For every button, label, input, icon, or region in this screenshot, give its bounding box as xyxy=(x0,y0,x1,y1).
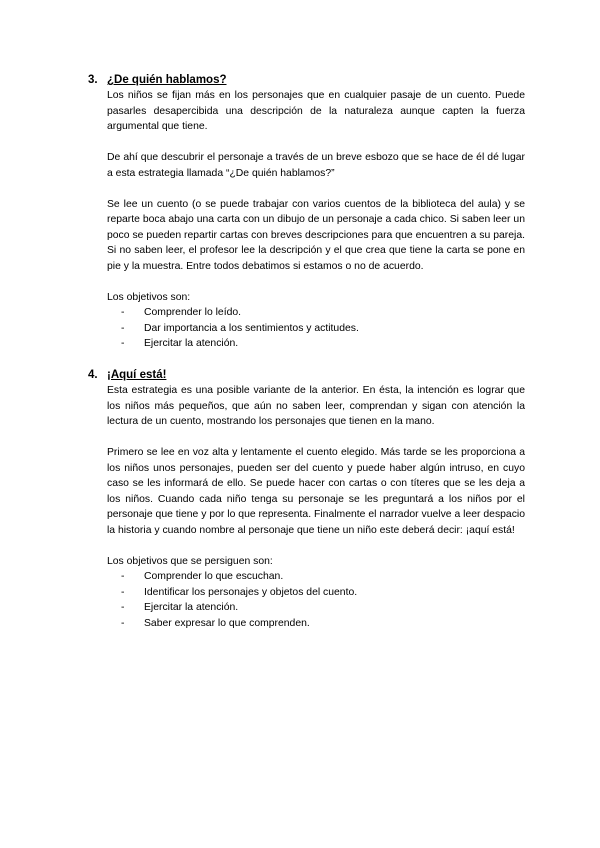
section-title: ¿De quién hablamos? xyxy=(107,74,227,86)
list-marker: - xyxy=(121,307,125,318)
section-aqui-esta xyxy=(88,368,528,631)
section-heading xyxy=(88,73,528,88)
objectives-list xyxy=(107,305,525,352)
list-intro: Los objetivos que se persiguen son: xyxy=(107,555,273,567)
paragraph: De ahí que descubrir el personaje a través de un breve esbozo que se hace de él dé lugar a esta estrategia llamada “¿De quién hablamos?” xyxy=(107,152,525,179)
list-item-text: Ejercitar la atención. xyxy=(144,602,239,613)
list-marker: - xyxy=(121,586,125,598)
section-de-quien-hablamos xyxy=(88,73,528,352)
list-item-text: Saber expresar lo que comprenden. xyxy=(144,617,310,629)
list-item xyxy=(107,616,525,632)
list-item-text: Comprender lo leído. xyxy=(144,307,242,318)
list-marker: - xyxy=(121,571,125,582)
list-item xyxy=(107,321,525,337)
list-item-text: Identificar los personajes y objetos del cuento. xyxy=(144,586,358,598)
list-marker: - xyxy=(121,602,125,613)
list-item-text: Dar importancia a los sentimientos y actitudes. xyxy=(144,322,359,334)
paragraph: Esta estrategia es una posible variante de la anterior. En ésta, la intención es lograr que los niños más pequeños, que aún no saben leer, comprendan y sigan con atención la lectura de un cuento, mostrando los personajes que tienen en la mano. xyxy=(107,385,525,427)
list-item xyxy=(107,585,525,601)
list-marker: - xyxy=(121,338,125,349)
section-title: ¡Aquí está! xyxy=(107,369,167,381)
list-item-text: Comprender lo que escuchan. xyxy=(144,571,284,582)
section-body xyxy=(107,383,525,631)
paragraph: Primero se lee en voz alta y lentamente el cuento elegido. Más tarde se les proporciona a los niños unos personajes, pueden ser del cuento y puede haber algún intruso, en cuyo caso se les informará de ello. Se puede hacer con cartas o con títeres que se les deja a los niños. Cuando cada niño tenga su personaje se les preguntará a los niños por el personaje que tiene y por lo que representa. Finalmente el narrador vuelve a leer despacio la historia y cuando nombre al personaje que tiene un niño este deberá decir: ¡aquí está! xyxy=(107,447,525,536)
objectives-list xyxy=(107,569,525,631)
list-item xyxy=(107,336,525,352)
list-item xyxy=(107,305,525,321)
list-marker: - xyxy=(121,322,125,334)
list-marker: - xyxy=(121,617,125,629)
list-intro: Los objetivos son: xyxy=(107,291,191,303)
paragraph: Se lee un cuento (o se puede trabajar con varios cuentos de la biblioteca del aula) y se reparte boca abajo una carta con un dibujo de un personaje a cada chico. Si saben leer un poco se pueden repartir cartas con breves descripciones para que encuentren a su pareja. Si no saben leer, el profesor lee la descripción y el que crea que tiene la carta se pone en pie y la muestra. Entre todos debatimos si estamos o no de acuerdo. xyxy=(107,198,525,272)
section-number: 3. xyxy=(88,74,98,86)
paragraph: Los niños se fijan más en los personajes que en cualquier pasaje de un cuento. Puede pasarles desapercibida una descripción de la naturaleza aunque capten la fuerza argumental que tiene. xyxy=(107,90,525,132)
section-number: 4. xyxy=(88,369,98,381)
list-item xyxy=(107,600,525,616)
list-item-text: Ejercitar la atención. xyxy=(144,338,239,349)
section-body xyxy=(107,88,525,352)
section-heading xyxy=(88,368,528,383)
list-item xyxy=(107,569,525,585)
